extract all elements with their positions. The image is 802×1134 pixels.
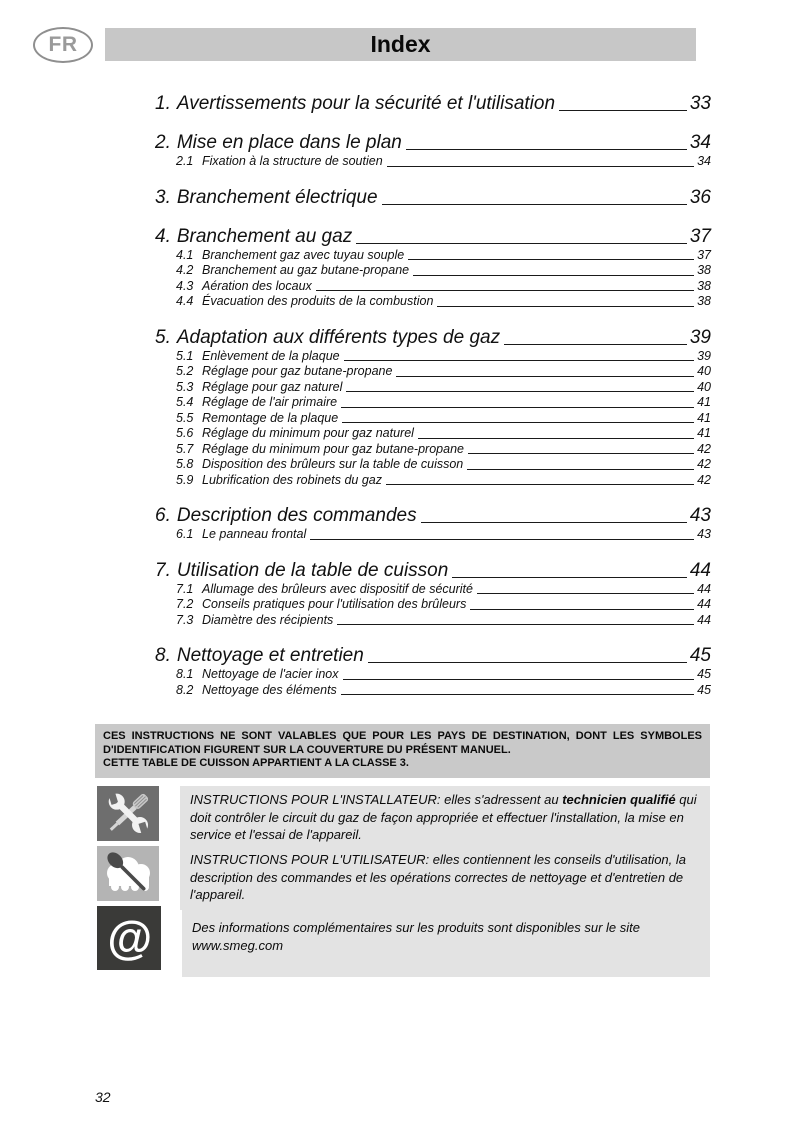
toc-subsection-number: 5.3 [176, 379, 194, 394]
toc-chapter-title: Utilisation de la table de cuisson [176, 559, 449, 581]
toc-subsection-title: Réglage de l'air primaire [202, 395, 338, 409]
toc-subsection-entry [155, 442, 711, 458]
toc-leader-line [421, 522, 687, 523]
toc-leader-line [337, 624, 694, 625]
toc-chapter-page-number: 34 [689, 132, 711, 153]
toc-chapter-page-number: 36 [689, 186, 711, 208]
toc-subsection-number: 5.2 [176, 364, 194, 378]
toc-chapter-number: 5. [155, 326, 171, 348]
toc-chapter-number: 2. [155, 132, 171, 153]
toc-chapter-page-number: 39 [689, 326, 711, 348]
toc-leader-line [382, 204, 687, 205]
toc-chapter-number: 7. [155, 559, 171, 581]
user-text: INSTRUCTIONS POUR L'UTILISATEUR: elles contiennent les conseils d'utilisation, la description des commandes et les opérations correctes de nettoyage et d'entretien de l'appareil. [190, 852, 687, 902]
user-instructions-row [97, 846, 710, 910]
toc-chapter-page-number: 44 [689, 559, 711, 581]
toc-chapter-number: 6. [155, 505, 171, 526]
toc-subsection-entry [155, 349, 711, 365]
toc-subsection-title: Remontage de la plaque [202, 410, 339, 425]
website-info-row [97, 906, 710, 977]
toc-subsection-number: 8.1 [176, 667, 194, 681]
toc-subsection-entry [155, 582, 711, 598]
toc-leader-line [418, 438, 694, 439]
toc-subsection-entry [155, 154, 711, 170]
toc-subsection-number: 4.3 [176, 278, 194, 293]
toc-subsection-page-number: 37 [697, 247, 711, 262]
destination-notice [95, 724, 710, 778]
toc-subsection-number: 5.9 [176, 472, 194, 487]
toc-leader-line [467, 469, 694, 470]
toc-subsection-page-number: 45 [697, 682, 711, 697]
toc-subsection-number: 5.4 [176, 395, 194, 409]
toc-leader-line [341, 694, 694, 695]
language-badge-label: FR [48, 33, 78, 56]
toc-chapter-title: Adaptation aux différents types de gaz [176, 326, 501, 348]
toc-subsection-entry [155, 395, 711, 411]
toc-subsection-number: 4.2 [176, 263, 194, 277]
toc-subsection-page-number: 42 [697, 441, 711, 456]
toc-chapter-number: 4. [155, 225, 171, 247]
toc-leader-line [344, 360, 694, 361]
toc-chapter-page-number: 45 [689, 645, 711, 666]
toc-subsection-entry [155, 279, 711, 295]
toc-subsection-number: 8.2 [176, 682, 194, 697]
at-sign-icon [97, 906, 161, 970]
toc-subsection-title: Le panneau frontal [202, 527, 307, 541]
toc-subsection-page-number: 41 [697, 426, 711, 440]
toc-chapter-title: Avertissements pour la sécurité et l'utilisation [176, 93, 556, 114]
toc-subsection-title: Lubrification des robinets du gaz [202, 472, 382, 487]
toc-subsection-entry [155, 683, 711, 699]
toc-subsection-page-number: 38 [697, 263, 711, 277]
toc-subsection-entry [155, 527, 711, 543]
toc-subsection-entry [155, 411, 711, 427]
toc-leader-line [559, 110, 687, 111]
toc-chapter-title: Description des commandes [176, 505, 417, 526]
toc-subsection-title: Réglage pour gaz butane-propane [202, 364, 393, 378]
tools-icon [97, 786, 159, 846]
toc-subsection-entry [155, 457, 711, 473]
toc-chapter-entry [155, 226, 711, 248]
toc-subsection-page-number: 40 [697, 364, 711, 378]
toc-chapter-entry [155, 93, 711, 115]
toc-subsection-entry [155, 597, 711, 613]
toc-subsection-entry [155, 473, 711, 489]
toc-subsection-page-number: 39 [697, 348, 711, 363]
table-of-contents [155, 93, 711, 698]
toc-leader-line [396, 376, 694, 377]
chef-hat-spoon-icon [97, 846, 159, 906]
website-url: www.smeg.com [192, 937, 284, 953]
page-number: 32 [95, 1089, 111, 1105]
toc-subsection-title: Branchement au gaz butane-propane [202, 263, 410, 277]
toc-subsection-number: 7.1 [176, 581, 194, 596]
toc-leader-line [387, 166, 694, 167]
toc-leader-line [386, 484, 694, 485]
toc-leader-line [341, 407, 694, 408]
toc-leader-line [343, 679, 695, 680]
toc-subsection-page-number: 42 [697, 457, 711, 471]
user-instructions-text [180, 846, 710, 910]
installer-instructions-text [180, 786, 710, 850]
toc-leader-line [437, 306, 694, 307]
toc-subsection-page-number: 40 [697, 379, 711, 394]
toc-subsection-title: Branchement gaz avec tuyau souple [202, 247, 405, 262]
toc-subsection-number: 5.7 [176, 441, 194, 456]
destination-notice-text: CES INSTRUCTIONS NE SONT VALABLES QUE POUR LES PAYS DE DESTINATION, DONT LES SYMBOLES D'IDENTIFICATION FIGURENT SUR LA COUVERTURE DU PRÉSENT MANUEL. [103, 730, 702, 756]
installer-instructions-row [97, 786, 710, 850]
toc-subsection-page-number: 38 [697, 278, 711, 293]
toc-subsection-number: 5.6 [176, 426, 194, 440]
toc-subsection-title: Allumage des brûleurs avec dispositif de sécurité [202, 581, 473, 596]
toc-leader-line [413, 275, 694, 276]
toc-subsection-title: Enlèvement de la plaque [202, 348, 340, 363]
website-text: Des informations complémentaires sur les produits sont disponibles sur le site [192, 920, 640, 935]
at-sign-glyph: @ [106, 912, 152, 964]
toc-leader-line [316, 290, 694, 291]
toc-chapter-entry [155, 327, 711, 349]
toc-chapter-title: Branchement électrique [176, 186, 378, 208]
toc-subsection-title: Réglage pour gaz naturel [202, 379, 343, 394]
toc-subsection-page-number: 44 [697, 612, 711, 627]
toc-subsection-title: Fixation à la structure de soutien [202, 154, 383, 168]
toc-subsection-page-number: 41 [697, 395, 711, 409]
toc-chapter-entry [155, 645, 711, 667]
toc-chapter-entry [155, 560, 711, 582]
class-notice-text: CETTE TABLE DE CUISSON APPARTIENT A LA CLASSE 3. [103, 757, 409, 769]
toc-subsection-title: Aération des locaux [202, 278, 312, 293]
installer-text-suffix: qui doit contrôler le circuit du gaz de façon appropriée et effectuer l'installation, la mise en service et l'essai de l'appareil. [190, 792, 697, 842]
toc-subsection-page-number: 44 [697, 597, 711, 611]
toc-subsection-entry [155, 426, 711, 442]
toc-subsection-title: Nettoyage de l'acier inox [202, 667, 339, 681]
installer-text-prefix: INSTRUCTIONS POUR L'INSTALLATEUR: elles s'adressent au [190, 792, 563, 807]
toc-leader-line [408, 259, 694, 260]
toc-subsection-entry [155, 248, 711, 264]
toc-leader-line [368, 662, 687, 663]
website-info-text [182, 906, 710, 977]
language-badge [33, 27, 93, 63]
toc-subsection-number: 4.4 [176, 294, 194, 308]
toc-subsection-page-number: 34 [697, 154, 711, 168]
toc-subsection-number: 6.1 [176, 527, 194, 541]
toc-leader-line [468, 453, 694, 454]
toc-chapter-entry [155, 132, 711, 154]
toc-chapter-entry [155, 187, 711, 209]
toc-subsection-number: 2.1 [176, 154, 194, 168]
toc-leader-line [452, 577, 687, 578]
toc-leader-line [342, 422, 694, 423]
toc-chapter-entry [155, 505, 711, 527]
toc-subsection-entry [155, 380, 711, 396]
toc-subsection-number: 5.5 [176, 410, 194, 425]
page-title: Index [370, 31, 431, 57]
toc-subsection-entry [155, 667, 711, 683]
toc-leader-line [470, 609, 694, 610]
toc-subsection-number: 4.1 [176, 247, 194, 262]
toc-subsection-title: Réglage du minimum pour gaz butane-propane [202, 441, 464, 456]
toc-chapter-page-number: 43 [689, 505, 711, 526]
toc-subsection-title: Évacuation des produits de la combustion [202, 294, 434, 308]
toc-subsection-page-number: 41 [697, 410, 711, 425]
toc-subsection-number: 5.1 [176, 348, 194, 363]
toc-subsection-page-number: 38 [697, 294, 711, 308]
toc-leader-line [477, 593, 694, 594]
toc-subsection-title: Nettoyage des éléments [202, 682, 337, 697]
toc-subsection-page-number: 45 [697, 667, 711, 681]
toc-subsection-entry [155, 263, 711, 279]
toc-leader-line [504, 344, 687, 345]
toc-subsection-page-number: 42 [697, 472, 711, 487]
toc-chapter-number: 1. [155, 93, 171, 114]
toc-subsection-number: 7.3 [176, 612, 194, 627]
toc-chapter-page-number: 37 [689, 225, 711, 247]
toc-chapter-title: Nettoyage et entretien [176, 645, 364, 666]
toc-subsection-page-number: 43 [697, 527, 711, 541]
toc-chapter-number: 3. [155, 186, 171, 208]
toc-subsection-entry [155, 364, 711, 380]
toc-chapter-title: Mise en place dans le plan [176, 132, 402, 153]
toc-chapter-number: 8. [155, 645, 171, 666]
toc-subsection-number: 7.2 [176, 597, 194, 611]
toc-leader-line [406, 149, 687, 150]
toc-leader-line [356, 243, 687, 244]
toc-subsection-entry [155, 294, 711, 310]
toc-leader-line [310, 539, 694, 540]
toc-subsection-title: Conseils pratiques pour l'utilisation des brûleurs [202, 597, 467, 611]
toc-leader-line [346, 391, 694, 392]
toc-chapter-page-number: 33 [689, 93, 711, 114]
toc-subsection-number: 5.8 [176, 457, 194, 471]
toc-chapter-title: Branchement au gaz [176, 225, 353, 247]
page-title-bar [105, 28, 696, 61]
toc-subsection-title: Diamètre des récipients [202, 612, 334, 627]
installer-text-bold: technicien qualifié [562, 792, 676, 807]
toc-subsection-title: Disposition des brûleurs sur la table de cuisson [202, 457, 464, 471]
toc-subsection-page-number: 44 [697, 581, 711, 596]
toc-subsection-title: Réglage du minimum pour gaz naturel [202, 426, 414, 440]
toc-subsection-entry [155, 613, 711, 629]
